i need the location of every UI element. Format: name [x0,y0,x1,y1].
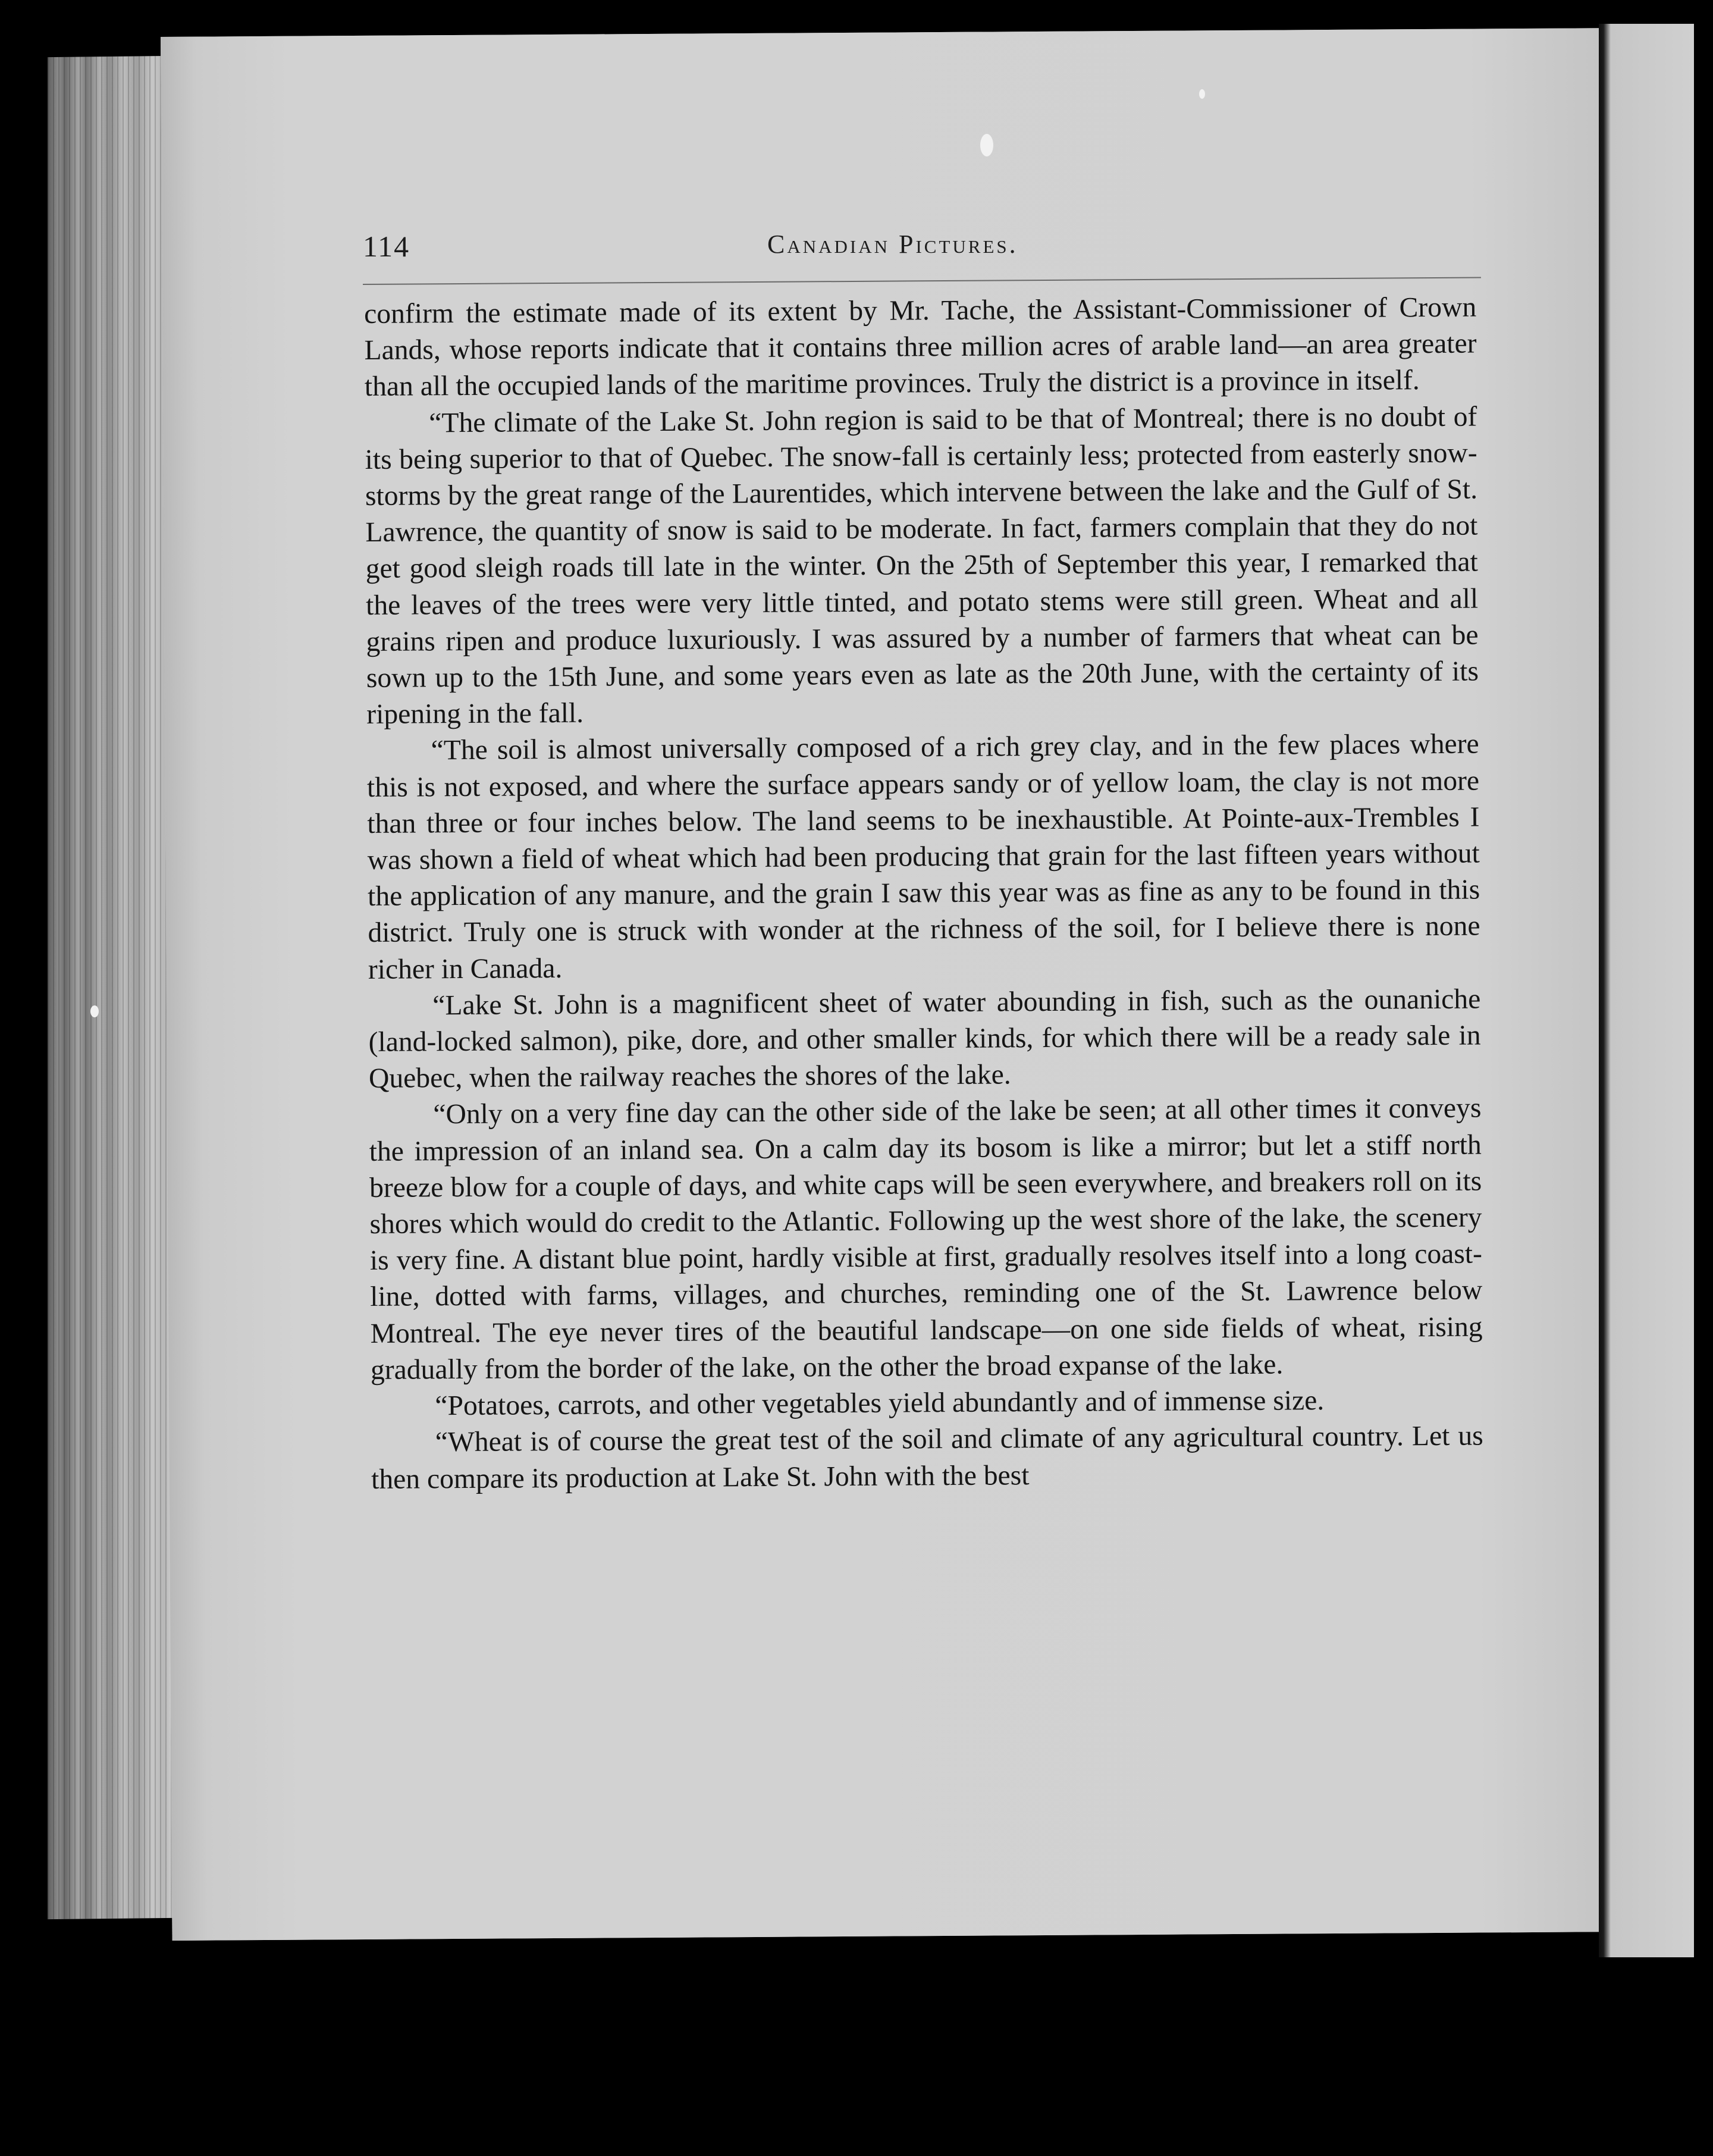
paragraph: “Lake St. John is a magnificent sheet of water abounding in fish, such as the ounaniche (land-locked salmon), pike, dore, and other smaller kinds, for which there will be a ready sale in Quebec, when the railway reaches the shores of the lake. [368,983,1481,1095]
facing-page-edge [1599,24,1694,1957]
page-number: 114 [363,230,410,263]
paragraph: confirm the estimate made of its extent by Mr. Tache, the Assistant-Commissioner of Crown Lands, whose reports indicate that it contains three million acres of arable land—an area greater than all the occupied lands of the maritime provinces. Truly the district is a province in itself. [364,292,1477,403]
paper-speck [1199,89,1205,99]
running-title: Canadian Pictures. [767,230,1018,259]
paragraph: “Potatoes, carrots, and other vegetables yield abundantly and of immense size. [435,1385,1325,1422]
page-edges [48,56,172,1919]
paragraph: “The climate of the Lake St. John region is said to be that of Montreal; there is no doubt of its being superior to that of Quebec. The snow-fall is certainly less; protected from easterly snow-storms by the great range of the Laurentides, which intervene between the lake and the Gulf of St. Lawrence, the quantity of snow is said to be moderate. In fact, farmers complain that they do not get good sleigh roads till late in the winter. On the 25th of September this year, I remarked that the leaves of the trees were very little tinted, and potato stems were still green. Wheat and all grains ripen and produce luxuriously. I was assured by a number of farmers that wheat can be sown up to the 15th June, and some years even as late as the 20th June, with the certainty of its ripening in the fall. [365,401,1479,731]
paper-speck [90,1005,99,1017]
paragraph: “Only on a very fine day can the other side of the lake be seen; at all other times it conveys the impression of an inland sea. On a calm day its bosom is like a mirror; but let a stiff north breeze blow for a couple of days, and white caps will be seen everywhere, and breakers roll on its shores which would do credit to the Atlantic. Following up the west shore of the lake, the scenery is very fine. A distant blue point, hardly visible at first, gradually resolves itself into a long coast-line, dotted with farms, villages, and churches, reminding one of the St. Lawrence below Montreal. The eye never tires of the beautiful landscape—on one side fields of wheat, rising gradually from the border of the lake, on the other the broad expanse of the lake. [369,1093,1483,1386]
paragraph: “Wheat is of course the great test of the soil and climate of any agricultural country. Let us then compare its production at Lake St. John with the best [371,1420,1483,1495]
paper-speck [980,134,993,156]
running-head [363,229,1552,277]
paragraph: “The soil is almost universally composed of a rich grey clay, and in the few places where this is not exposed, and where the surface appears sandy or of yellow loam, the clay is not more than three or four inches below. The land seems to be inexhaustible. At Pointe-aux-Trembles I was shown a field of wheat which had been producing that grain for the last fifteen years without the application of any manure, and the grain I saw this year was as fine as any to be found in this district. Truly one is struck with wonder at the richness of the soil, for I believe there is none richer in Canada. [366,729,1480,985]
body-text [364,290,1483,1498]
